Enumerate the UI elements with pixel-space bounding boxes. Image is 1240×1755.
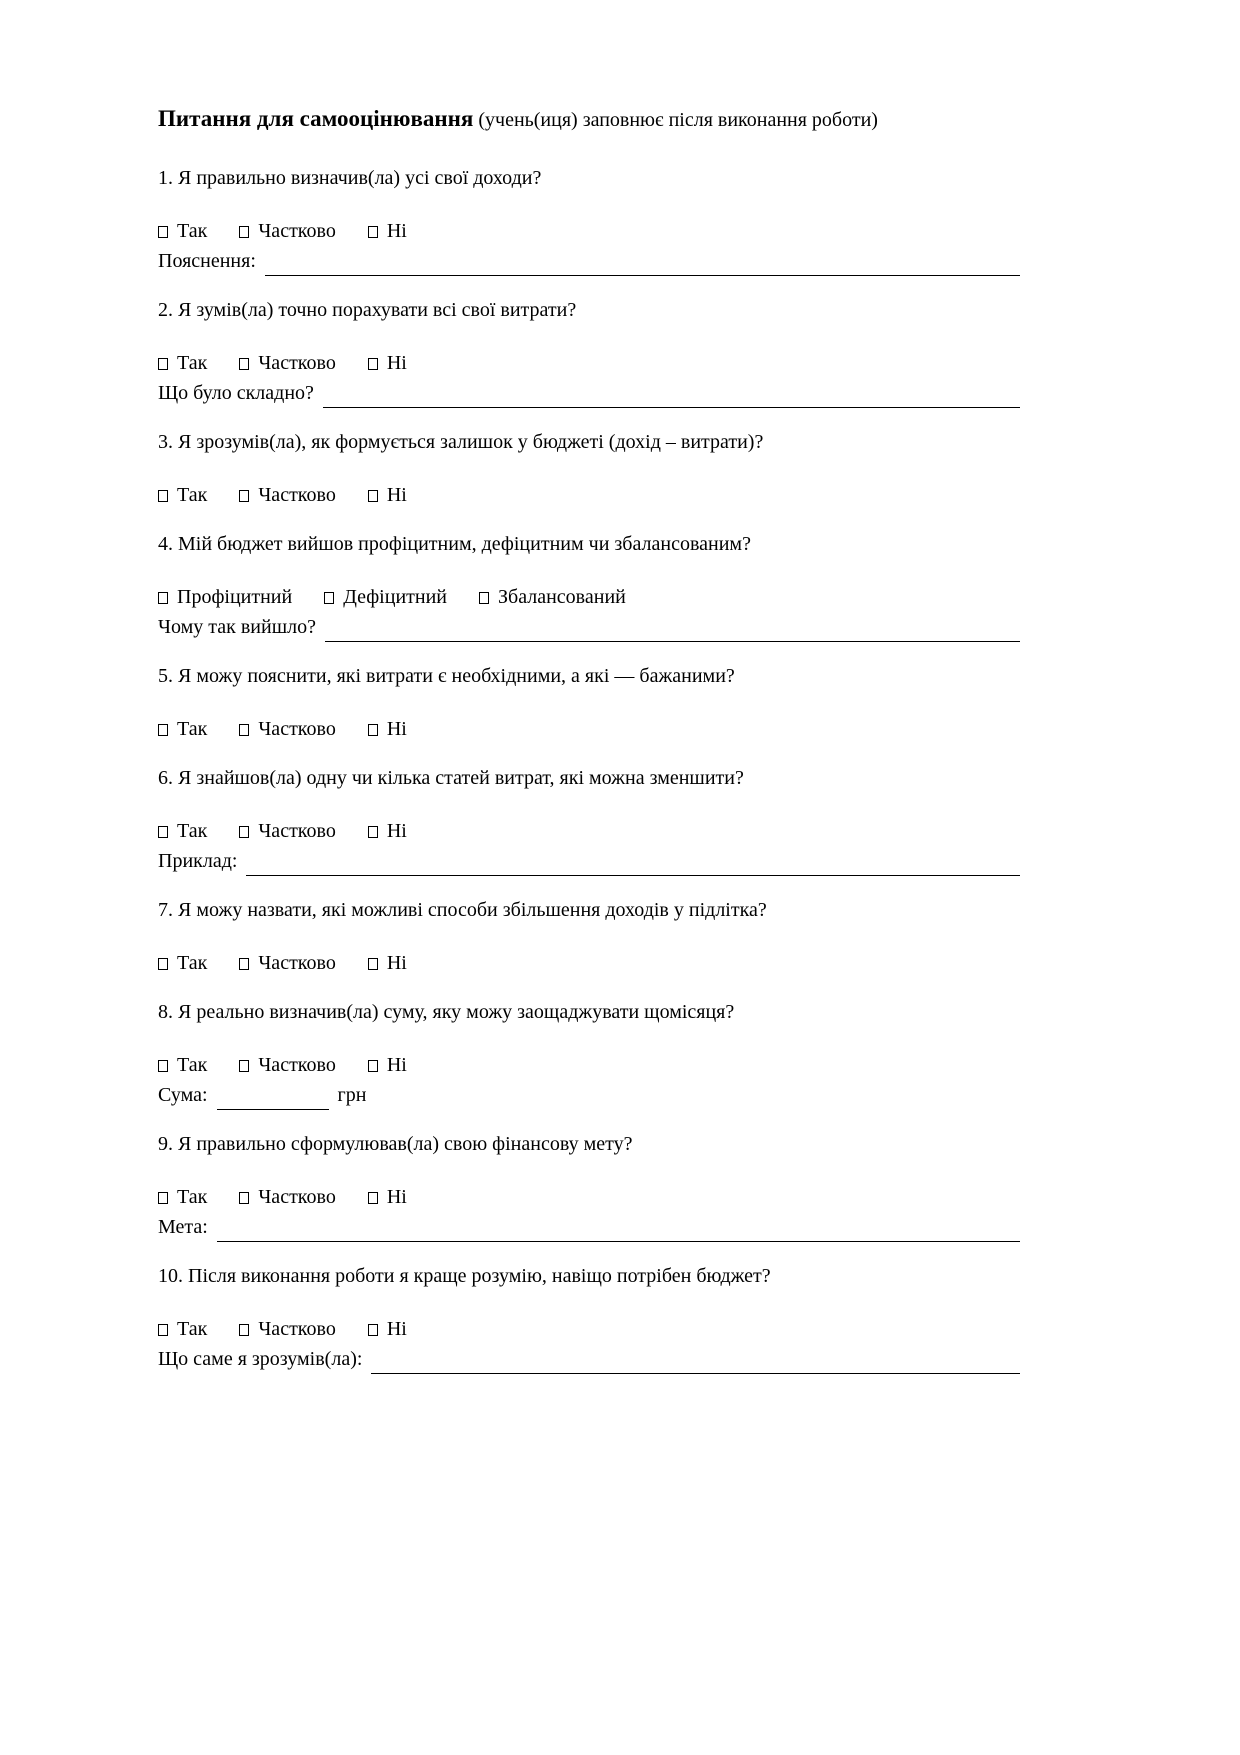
checkbox-option[interactable] [239,352,341,374]
option-label: Ні [386,952,407,974]
questions-list [158,163,1020,1374]
followup-row [158,846,1020,876]
checkbox-icon[interactable] [158,1192,168,1204]
checkbox-option[interactable] [368,220,407,242]
checkbox-option[interactable] [158,1186,212,1208]
checkbox-icon[interactable] [158,1324,168,1336]
checkbox-icon[interactable] [368,724,378,736]
option-label: Так [177,220,208,242]
followup-row [158,1344,1020,1374]
option-label: Частково [258,484,336,506]
question-block [158,529,1020,642]
checkbox-icon[interactable] [239,826,249,838]
option-label: Так [177,1054,208,1076]
checkbox-option[interactable] [158,586,297,608]
checkbox-icon[interactable] [239,958,249,970]
checkbox-icon[interactable] [368,490,378,502]
checkbox-option[interactable] [239,718,341,740]
checkbox-option[interactable] [239,1054,341,1076]
answer-line[interactable] [217,1215,1020,1242]
option-label: Так [177,1318,208,1340]
checkbox-option[interactable] [158,820,212,842]
checkbox-icon[interactable] [158,592,168,604]
option-label: Ні [386,484,407,506]
question-text: 10. Після виконання роботи я краще розумію, навіщо потрібен бюджет? [158,1265,771,1287]
options-row [158,714,1020,744]
question-text: 3. Я зрозумів(ла), як формується залишок у бюджеті (дохід – витрати)? [158,431,764,453]
checkbox-icon[interactable] [368,226,378,238]
followup-row [158,612,1020,642]
answer-line[interactable] [265,249,1020,276]
checkbox-icon[interactable] [158,1060,168,1072]
checkbox-option[interactable] [239,1318,341,1340]
checkbox-option[interactable] [368,352,407,374]
checkbox-icon[interactable] [239,490,249,502]
answer-line[interactable] [325,615,1020,642]
checkbox-option[interactable] [158,220,212,242]
checkbox-option[interactable] [479,586,626,608]
checkbox-option[interactable] [158,718,212,740]
question-text: 5. Я можу пояснити, які витрати є необхідними, а які — бажаними? [158,665,735,687]
question-block [158,295,1020,408]
checkbox-option[interactable] [368,718,407,740]
options-row [158,1050,1020,1080]
options-row [158,816,1020,846]
checkbox-icon[interactable] [368,958,378,970]
checkbox-option[interactable] [158,1318,212,1340]
question-text: 9. Я правильно сформулював(ла) свою фінансову мету? [158,1133,633,1155]
followup-row [158,1212,1020,1242]
checkbox-icon[interactable] [239,226,249,238]
question-block [158,895,1020,978]
followup-label: Мета: [158,1216,208,1238]
checkbox-option[interactable] [324,586,452,608]
checkbox-icon[interactable] [239,1324,249,1336]
option-label: Частково [258,718,336,740]
checkbox-option[interactable] [368,952,407,974]
checkbox-option[interactable] [158,952,212,974]
option-label: Ні [386,1318,407,1340]
followup-label: Сума: [158,1084,208,1106]
options-row [158,216,1020,246]
followup-row [158,378,1020,408]
answer-line[interactable] [217,1083,329,1110]
option-label: Частково [258,1318,336,1340]
option-label: Частково [258,1054,336,1076]
option-label: Частково [258,952,336,974]
question-block [158,661,1020,744]
checkbox-option[interactable] [368,484,407,506]
options-row [158,948,1020,978]
option-label: Так [177,352,208,374]
followup-label: Що було складно? [158,382,314,404]
option-label: Ні [386,220,407,242]
options-row [158,1182,1020,1212]
option-label: Так [177,718,208,740]
question-block [158,427,1020,510]
checkbox-option[interactable] [239,220,341,242]
checkbox-icon[interactable] [324,592,334,604]
question-text: 4. Мій бюджет вийшов профіцитним, дефіцитним чи збалансованим? [158,533,751,555]
option-label: Ні [386,352,407,374]
answer-line[interactable] [371,1347,1020,1374]
option-label: Дефіцитний [343,586,447,608]
answer-line[interactable] [246,849,1020,876]
checkbox-option[interactable] [158,484,212,506]
checkbox-icon[interactable] [158,226,168,238]
checkbox-icon[interactable] [239,358,249,370]
checkbox-icon[interactable] [158,826,168,838]
question-text: 1. Я правильно визначив(ла) усі свої доходи? [158,167,542,189]
options-row [158,1314,1020,1344]
followup-row [158,246,1020,276]
option-label: Частково [258,820,336,842]
checkbox-option[interactable] [239,820,341,842]
option-label: Частково [258,1186,336,1208]
checkbox-option[interactable] [239,1186,341,1208]
option-label: Частково [258,352,336,374]
option-label: Так [177,484,208,506]
checkbox-option[interactable] [158,1054,212,1076]
question-text: 2. Я зумів(ла) точно порахувати всі свої витрати? [158,299,577,321]
question-block [158,163,1020,276]
question-text: 6. Я знайшов(ла) одну чи кілька статей витрат, які можна зменшити? [158,767,744,789]
answer-line[interactable] [323,381,1020,408]
checkbox-icon[interactable] [368,1324,378,1336]
title-main: Питання для самооцінювання [158,106,474,131]
answer-suffix: грн [337,1084,367,1106]
option-label: Частково [258,220,336,242]
option-label: Так [177,820,208,842]
option-label: Так [177,952,208,974]
checkbox-icon[interactable] [158,490,168,502]
checkbox-option[interactable] [368,1186,407,1208]
checkbox-icon[interactable] [239,1060,249,1072]
checkbox-icon[interactable] [158,958,168,970]
options-row [158,348,1020,378]
checkbox-icon[interactable] [368,1192,378,1204]
checkbox-icon[interactable] [479,592,489,604]
checkbox-icon[interactable] [368,826,378,838]
checkbox-option[interactable] [158,352,212,374]
followup-row [158,1080,1020,1110]
checkbox-icon[interactable] [158,724,168,736]
checkbox-icon[interactable] [239,1192,249,1204]
checkbox-icon[interactable] [368,1060,378,1072]
followup-label: Пояснення: [158,250,256,272]
checkbox-icon[interactable] [368,358,378,370]
options-row [158,582,1020,612]
checkbox-icon[interactable] [158,358,168,370]
option-label: Ні [386,1186,407,1208]
title-note: (учень(иця) заповнює після виконання роботи) [473,109,878,131]
checkbox-option[interactable] [368,820,407,842]
option-label: Ні [386,1054,407,1076]
checkbox-option[interactable] [368,1318,407,1340]
option-label: Профіцитний [177,586,293,608]
page-title [158,102,1020,137]
question-block [158,1129,1020,1242]
question-text: 7. Я можу назвати, які можливі способи збільшення доходів у підлітка? [158,899,767,921]
question-block [158,997,1020,1110]
option-label: Так [177,1186,208,1208]
option-label: Ні [386,820,407,842]
followup-label: Приклад: [158,850,238,872]
checkbox-icon[interactable] [239,724,249,736]
checkbox-option[interactable] [239,484,341,506]
options-row [158,480,1020,510]
question-block [158,763,1020,876]
checkbox-option[interactable] [368,1054,407,1076]
checkbox-option[interactable] [239,952,341,974]
question-text: 8. Я реально визначив(ла) суму, яку можу заощаджувати щомісяця? [158,1001,735,1023]
question-block [158,1261,1020,1374]
followup-label: Що саме я зрозумів(ла): [158,1348,363,1370]
followup-label: Чому так вийшло? [158,616,316,638]
option-label: Збалансований [498,586,626,608]
option-label: Ні [386,718,407,740]
